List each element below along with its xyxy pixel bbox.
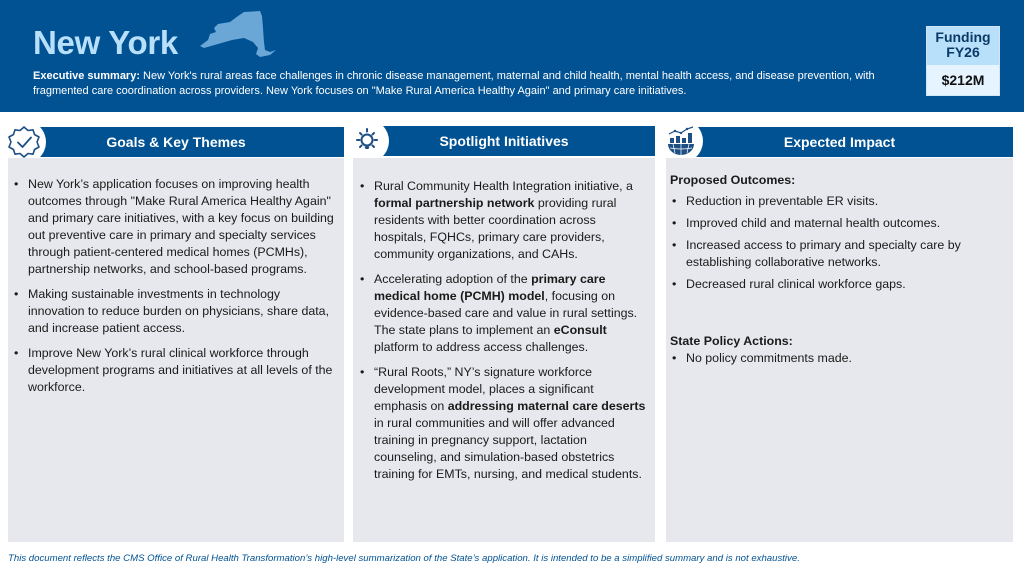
lightbulb-icon bbox=[352, 126, 382, 156]
header-banner bbox=[0, 0, 1024, 112]
spotlight-list bbox=[358, 178, 647, 483]
policy-heading: State Policy Actions: bbox=[670, 334, 793, 348]
outcome-item: • Improved child and maternal health outcomes. bbox=[670, 215, 1007, 232]
outcome-item: • Increased access to primary and specialty care by establishing collaborative networks. bbox=[670, 237, 1007, 271]
impact-icon-circle bbox=[659, 119, 703, 163]
summary-label: Executive summary: bbox=[33, 70, 140, 82]
goals-item: • New York’s application focuses on improving health outcomes through "Make Rural America Healthy Again" and primary care initiatives, with a key focus on building out preventive care in primary and specialty services through patient-centered medical homes (PCMHs), partnership networks, and school-based programs. bbox=[12, 176, 338, 278]
policy-list bbox=[670, 350, 1007, 367]
funding-box bbox=[926, 26, 1000, 96]
goals-header bbox=[8, 127, 344, 157]
funding-label-line2: FY26 bbox=[946, 44, 980, 60]
outcomes-heading: Proposed Outcomes: bbox=[670, 173, 796, 187]
impact-panel bbox=[666, 158, 1013, 542]
policy-item: • No policy commitments made. bbox=[670, 350, 1007, 367]
spotlight-title: Spotlight Initiatives bbox=[439, 133, 569, 149]
outcome-item: • Reduction in preventable ER visits. bbox=[670, 193, 1007, 210]
outcome-item: • Decreased rural clinical workforce gaps. bbox=[670, 276, 1007, 293]
goals-list bbox=[12, 176, 338, 396]
spotlight-item: • “Rural Roots,” NY’s signature workforce development model, places a significant emphasis on addressing maternal care deserts in rural communities and will offer advanced training in pregnancy support, lactation counseling, and simulation-based obstetrics training for EMTs, nursing, and medical students. bbox=[358, 364, 647, 483]
executive-summary bbox=[33, 69, 883, 99]
funding-value: $212M bbox=[941, 72, 985, 88]
badge-check-icon bbox=[6, 124, 42, 160]
spotlight-header bbox=[353, 126, 655, 156]
summary-text: New York's rural areas face challenges in chronic disease management, maternal and child health, mental health access, and disease prevention, with fragmented care coordination across providers. New York focuses on "Make Rural America Healthy Again" and primary care initiatives. bbox=[33, 70, 875, 97]
funding-label-line1: Funding bbox=[935, 29, 991, 45]
funding-label bbox=[927, 27, 999, 65]
goals-panel bbox=[8, 158, 344, 542]
spotlight-icon-circle bbox=[345, 119, 389, 163]
goals-item: • Improve New York’s rural clinical workforce through development programs and initiatives at all levels of the workforce. bbox=[12, 345, 338, 396]
goals-title: Goals & Key Themes bbox=[106, 134, 246, 150]
impact-title: Expected Impact bbox=[783, 134, 896, 150]
goals-item: • Making sustainable investments in technology innovation to reduce burden on physicians, share data, and increase patient access. bbox=[12, 286, 338, 337]
spotlight-item: • Rural Community Health Integration initiative, a formal partnership network providing rural residents with better coordination across hospitals, FQHCs, primary care providers, community organizations, and CAHs. bbox=[358, 178, 647, 263]
impact-header bbox=[666, 127, 1013, 157]
spotlight-item: • Accelerating adoption of the primary care medical home (PCMH) model, focusing on evidence-based care and value in rural settings. The state plans to implement an eConsult platform to address access challenges. bbox=[358, 271, 647, 356]
new-york-map-icon bbox=[198, 8, 276, 60]
spotlight-panel bbox=[353, 158, 655, 542]
outcomes-list bbox=[670, 193, 1007, 293]
page-title: New York bbox=[33, 24, 178, 61]
chart-globe-icon bbox=[665, 125, 697, 157]
footer-disclaimer: This document reflects the CMS Office of Rural Health Transformation’s high-level summarization of the State’s application. It is intended to be a simplified summary and is not exhaustive. bbox=[8, 553, 800, 564]
